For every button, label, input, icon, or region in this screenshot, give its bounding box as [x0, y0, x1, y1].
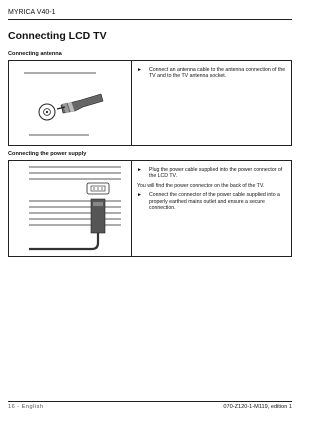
instruction-bullet [137, 167, 287, 180]
bullet-arrow-icon: ► [137, 167, 142, 173]
section-heading-power: Connecting the power supply [8, 151, 87, 157]
column-divider [131, 161, 132, 256]
header-rule [8, 19, 292, 20]
bullet-arrow-icon: ► [137, 67, 142, 73]
footer-page-number: 16 - English [8, 404, 44, 410]
section-heading-antenna: Connecting antenna [8, 51, 62, 57]
power-connection-illustration [9, 161, 131, 256]
footer-document-id: 070-Z120-1-M119, edition 1 [223, 404, 292, 410]
antenna-instructions [137, 67, 287, 83]
page-title: Connecting LCD TV [8, 30, 107, 42]
footer-rule [8, 401, 292, 402]
instruction-bullet [137, 192, 287, 211]
antenna-connection-illustration [9, 61, 131, 145]
power-box [8, 160, 292, 257]
note-paragraph: You will find the power connector on the back of the TV. [137, 182, 265, 189]
power-instructions [137, 167, 287, 214]
instruction-text: Connect the connector of the power cable supplied into a properly earthed mains outlet and ensure a secure connection. [149, 192, 280, 212]
antenna-box [8, 60, 292, 146]
instruction-text: Plug the power cable supplied into the power connector of the LCD TV. [149, 167, 283, 180]
header-title: MYRICA V40-1 [8, 9, 56, 16]
bullet-arrow-icon: ► [137, 192, 142, 199]
column-divider [131, 61, 132, 145]
instruction-bullet [137, 67, 287, 80]
instruction-text: Connect an antenna cable to the antenna connection of the TV and to the TV antenna socket. [149, 67, 286, 80]
